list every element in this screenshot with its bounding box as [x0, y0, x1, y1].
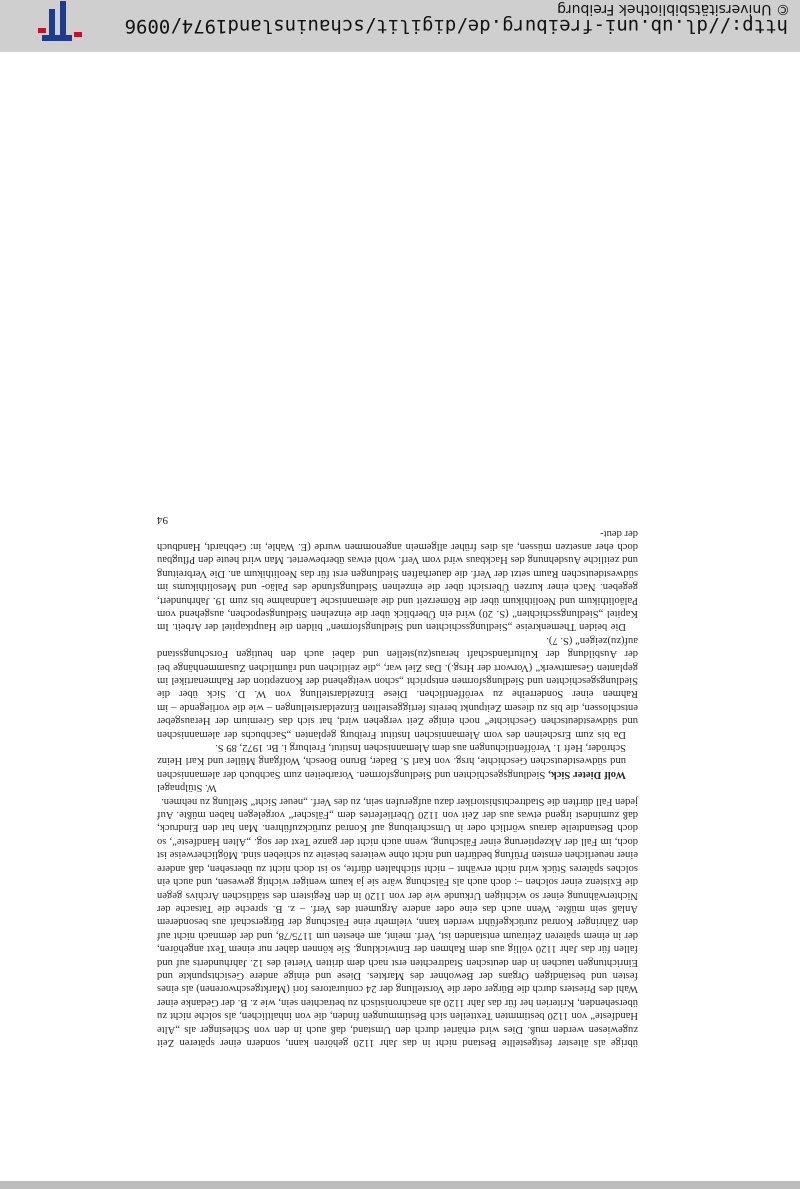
page-text: [157, 513, 638, 1049]
footer-library: © Universitätsbibliothek Freiburg: [557, 1, 790, 17]
paragraph-1: übrige als ältester festgestellte Bestand nicht in das Jahr 1120 gehören kann, sondern einer späteren Zeit zugewiesen werden muß. Dies wird erhärtet durch den Umstand, daß auch in den von Schlesinger als „Alte Handfeste“ von 1120 bestimmten Textteilen sich Bestimmungen finden, die von inhaltlichen, als solche nicht zu übersehenden, Kriterien her für das Jahr 1120 als anachronistisch zu betrachten sein, wie z. B. der Gedanke einer Wahl des Priesters durch die Bürger oder die Vorstellung der 24 coniuratores fori (Marktgeschworenen) als eines festen und beständigen Organs der Bewohner des Marktes. Diese und einige andere Gesichtspunkte und Einrichtungen tauchen in den deutschen Stadtrechten erst nach dem dritten Viertel des 12. Jahrhunderts auf und fallen für das Jahr 1120 völlig aus dem Rahmen der Entwicklung. Sie können daher nur einem Text angehören, der in einem späteren Zeitraum entstanden ist, Verf. meint, am ehesten um 1175/78, und der demnach nicht auf den Zähringer Konrad zurückgeführt werden kann, vielmehr eine Fälschung der Bürgerschaft aus besonderem Anlaß sein müßte. Wenn auch das eine oder andere Argument des Verf. – z. B. spreche die Tatsache der Nichterwähnung einer so wichtigen Urkunde wie der von 1120 in den Registern des städtischen Archivs gegen die Existenz einer solchen –: doch auch als Fälschung wäre sie ja kaum weniger wichtig gewesen, und auch ein solches späteres Stück wird nicht erwähnt – nicht stichhalten dürfte, so ist doch nicht zu übersehen, daß andere einer neuerlichen ernsten Prüfung bedürfen und nicht ohne weiteres beiseite zu schieben sind. Möglicherweise ist doch, im Fall der Akzeptierung einer Fälschung, wenn auch nicht der ganze Text der sog. „Alten Handfeste“, so doch Bestandteile daraus wörtlich oder in Umschreibung auf Konrad zurückzuführen. Man hat den Eindruck, daß zumindest irgend etwas aus der Zeit von 1120 Überliefertes dem „Fälscher“ vorgelegen haben müßte. Auf jeden Fall dürften die Stadtrechtshistoriker dazu aufgerufen sein, zu des Verf. „neuer Sicht“ Stellung zu nehmen.: [157, 795, 638, 1048]
logo-bar-right: [38, 28, 46, 33]
footer-url[interactable]: http://dl.ub.uni-freiburg.de/digilit/schauinsland1974/0096: [124, 15, 788, 37]
university-logo-icon: [38, 1, 82, 43]
paragraph-3: Die beiden Themenkreise „Siedlungsschichten und Siedlungsformen“ bilden die Hauptkapitel der Arbeit. Im Kapitel „Siedlungsschichten“ (S. 20) wird ein Überblick über die einzelnen Siedlungsepochen, ausgehend vom Paläolithikum und Neolithikum über die Römerzeit und die alemannische Landnahme bis zum 19. Jahrhundert, gegeben. Nach einer kurzen Übersicht über die einzelnen Siedlungsfunde des Paläo- und Mesolithikums im südwestdeutschen Raum setzt der Verf. die dauerhaften Siedlungen erst für das Neolithikum an. Die Verbreitung und zeitliche Ausdehnung des Hackbaus wird vom Verf. wohl etwas überbewertet. Man wird heute den Pflugbau doch eher ansetzen müssen, als dies früher allgemein angenommen wurde (E. Wahle, in: Gebhardt, Handbuch der deut-: [157, 527, 638, 633]
paragraph-2: Da bis zum Erscheinen des vom Alemannischen Institut Freiburg geplanten „Sachbuchs der alemannischen und südwestdeutschen Geschichte“ noch einige Zeit vergehen wird, hat sich das Gremium der Herausgeber entschlossen, die bis zu diesem Zeitpunkt bereits fertiggestellten Einzeldarstellungen – wie die vorliegende – im Rahmen einer Sonderreihe zu veröffentlichen. Diese Einzeldarstellung von W. D. Sick über die Siedlungsgeschichten und Siedlungsformen entspricht „schon weitgehend der Konzeption der Rahmenartikel im geplanten Gesamtwerk“ (Vorwort der Hrsg.). Das Ziel war, „die zeitlichen und räumlichen Zusammenhänge bei der Ausbildung der Kulturlandschaft heraus(zu)stellen und dabei auch den heutigen Forschungsstand auf(zu)zeigen“ (S. 7).: [157, 634, 638, 740]
bottom-strip: [0, 1181, 800, 1189]
review-bibliography: Siedlungsgeschichten und Siedlungsformen. Vorarbeiten zum Sachbuch der alemannischen und südwestdeutschen Geschichte, hrsg. von Karl S. Bader, Bruno Boesch, Wolfgang Müller und Karl Heinz Schröder, Heft 1. Veröffentlichungen aus dem Alemannischen Institut, Freiburg i. Br. 1972, 89 S.: [157, 742, 626, 780]
page-number: 94: [157, 514, 168, 527]
logo-bar-left: [74, 32, 82, 37]
signature: W. Stülpnagel: [157, 782, 217, 794]
review-author: Wolf Dieter Sick,: [548, 768, 626, 780]
logo-bar-top: [42, 35, 72, 41]
logo-bar-stem-2: [49, 9, 55, 35]
review-heading: [157, 741, 638, 781]
logo-bar-stem-1: [60, 1, 66, 35]
